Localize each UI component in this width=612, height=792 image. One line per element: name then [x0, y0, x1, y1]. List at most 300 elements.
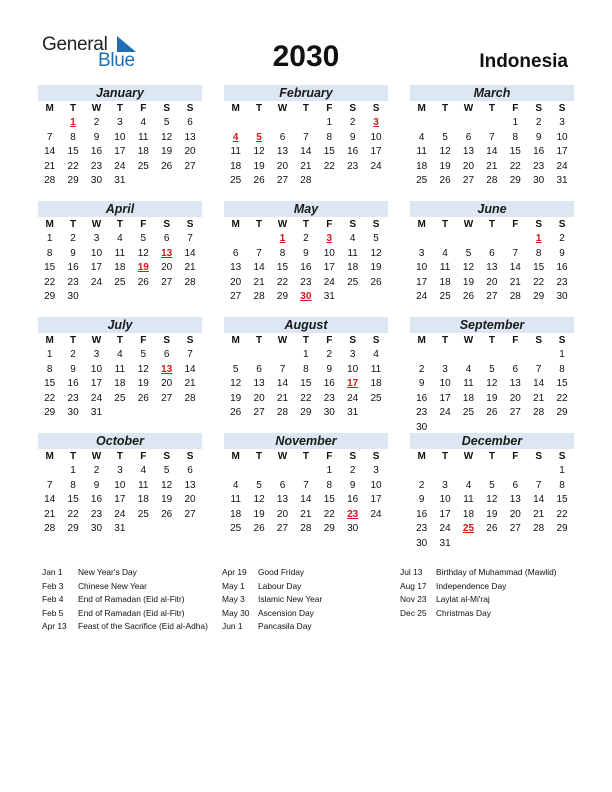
day-cell: 4	[117, 233, 123, 244]
week-row	[410, 392, 574, 407]
day-cell: 3	[418, 247, 425, 259]
holiday-day-cell: 13	[161, 363, 173, 375]
day-cell: 4	[373, 349, 379, 360]
day-cell: 19	[486, 508, 498, 520]
holiday-entry	[222, 593, 322, 607]
weekday-label: T	[442, 451, 449, 462]
day-cell: 8	[559, 363, 565, 375]
week-row	[38, 247, 202, 262]
weekday-label: S	[186, 103, 194, 114]
day-cell: 28	[276, 407, 289, 418]
day-cell: 2	[93, 465, 100, 476]
week-row	[224, 276, 388, 291]
day-cell: 8	[46, 363, 53, 375]
day-cell: 21	[44, 508, 56, 520]
day-cell: 28	[533, 523, 545, 534]
day-cell: 21	[533, 392, 545, 404]
day-cell: 9	[559, 247, 565, 259]
weekday-label: M	[417, 451, 426, 462]
day-cell: 7	[46, 131, 53, 143]
holiday-date: May 1	[222, 580, 245, 591]
day-cell: 21	[300, 160, 312, 172]
day-cell: 10	[323, 247, 335, 259]
day-cell: 21	[184, 262, 196, 273]
day-cell	[132, 174, 155, 189]
day-cell	[294, 116, 317, 131]
day-cell	[178, 522, 201, 537]
day-cell: 7	[303, 131, 309, 143]
day-cell: 25	[347, 276, 359, 288]
day-cell: 3	[442, 479, 448, 491]
holiday-day-cell: 1	[70, 117, 76, 128]
day-cell: 14	[533, 494, 545, 505]
day-cell: 21	[276, 392, 289, 404]
day-cell: 24	[347, 392, 359, 404]
weekday-label: T	[70, 219, 77, 230]
day-cell: 22	[533, 276, 545, 288]
day-cell	[178, 406, 201, 421]
day-cell: 4	[140, 117, 147, 128]
day-cell	[224, 464, 247, 479]
day-cell: 21	[300, 508, 312, 520]
week-row	[410, 116, 574, 131]
weekday-label: M	[231, 219, 240, 230]
day-cell: 30	[416, 421, 428, 433]
day-cell: 16	[533, 146, 545, 157]
holiday-entry	[222, 566, 322, 580]
weekday-label: S	[535, 219, 542, 230]
day-cell: 29	[276, 291, 289, 302]
weekday-label: M	[45, 219, 54, 230]
day-cell: 26	[486, 523, 498, 534]
day-cell: 14	[509, 262, 521, 273]
week-row	[38, 508, 202, 523]
holiday-name: End of Ramadan (Eid al-Fitr)	[78, 607, 185, 618]
day-cell: 10	[439, 378, 451, 389]
day-cell: 5	[442, 131, 448, 143]
day-cell: 8	[326, 479, 333, 491]
holiday-entry	[400, 607, 557, 621]
day-cell: 31	[347, 407, 359, 418]
day-cell: 28	[44, 523, 56, 534]
day-cell: 15	[323, 146, 335, 157]
week-row	[224, 160, 388, 175]
day-cell: 1	[303, 349, 309, 360]
day-cell	[480, 232, 503, 247]
day-cell: 5	[140, 349, 147, 360]
day-cell	[341, 290, 364, 305]
day-cell: 22	[323, 508, 335, 520]
day-cell: 26	[253, 523, 265, 534]
week-row	[224, 493, 388, 508]
day-cell: 2	[349, 465, 356, 476]
weekday-label: S	[163, 451, 170, 462]
day-cell	[224, 232, 247, 247]
week-row	[410, 363, 574, 378]
day-cell: 17	[90, 262, 103, 273]
weekday-label: S	[349, 219, 356, 230]
day-cell: 28	[44, 175, 56, 186]
day-cell: 8	[512, 131, 519, 143]
day-cell	[108, 406, 131, 421]
weekday-label: T	[256, 335, 263, 346]
day-cell: 30	[90, 523, 103, 534]
day-cell: 28	[509, 291, 521, 302]
holiday-name: Independence Day	[436, 580, 507, 591]
month-july	[38, 317, 202, 421]
day-cell: 23	[323, 392, 335, 404]
day-cell: 9	[93, 131, 100, 143]
weekday-label: F	[140, 335, 147, 346]
day-cell: 1	[559, 349, 565, 360]
holiday-entry	[400, 566, 557, 580]
day-cell: 13	[509, 494, 521, 505]
holiday-name: Christmas Day	[436, 607, 491, 618]
day-cell: 19	[462, 276, 475, 288]
day-cell: 15	[556, 494, 568, 505]
week-row	[410, 464, 574, 479]
day-cell: 13	[253, 378, 265, 389]
day-cell: 28	[486, 175, 498, 186]
day-cell: 16	[556, 262, 568, 273]
day-cell: 28	[300, 175, 312, 186]
holiday-day-cell: 13	[161, 247, 173, 259]
day-cell	[410, 348, 433, 363]
month-title: September	[410, 317, 574, 333]
day-cell	[178, 290, 201, 305]
weekday-header-row	[410, 333, 574, 348]
day-cell: 16	[90, 494, 103, 505]
day-cell: 2	[93, 117, 100, 128]
holiday-date: Apr 13	[42, 621, 67, 632]
day-cell	[410, 116, 433, 131]
day-cell: 3	[442, 363, 448, 375]
day-cell: 14	[253, 262, 265, 273]
day-cell: 23	[67, 392, 79, 404]
day-cell	[480, 348, 503, 363]
day-cell: 20	[462, 160, 475, 172]
week-row	[410, 160, 574, 175]
day-cell	[364, 522, 387, 537]
day-cell: 17	[370, 494, 382, 505]
day-cell: 8	[70, 131, 76, 143]
day-cell: 6	[232, 247, 239, 259]
month-title: November	[224, 433, 388, 449]
weekday-label: S	[349, 451, 356, 462]
day-cell: 21	[44, 160, 56, 172]
day-cell: 5	[465, 247, 472, 259]
holiday-column	[222, 566, 322, 634]
day-cell: 1	[559, 465, 565, 476]
holiday-entry	[222, 580, 322, 594]
day-cell: 4	[418, 131, 425, 143]
day-cell: 20	[509, 508, 521, 520]
day-cell: 10	[347, 363, 359, 375]
day-cell: 18	[462, 508, 475, 520]
day-cell: 12	[370, 247, 382, 259]
holiday-entry	[400, 593, 557, 607]
day-cell: 8	[559, 479, 565, 491]
day-cell: 1	[326, 465, 333, 476]
day-cell	[457, 232, 480, 247]
day-cell	[457, 464, 480, 479]
day-cell	[527, 348, 550, 363]
day-cell: 16	[67, 262, 79, 273]
day-cell: 14	[300, 146, 312, 157]
day-cell: 30	[556, 291, 568, 302]
weekday-label: S	[558, 103, 566, 114]
day-cell: 26	[370, 276, 382, 288]
holiday-column	[42, 566, 208, 634]
day-cell: 24	[90, 276, 103, 288]
weekday-label: W	[277, 219, 288, 230]
holiday-name: Labour Day	[258, 580, 302, 591]
day-cell: 15	[276, 262, 289, 273]
week-row	[410, 261, 574, 276]
day-cell: 4	[232, 479, 239, 491]
day-cell: 29	[323, 523, 335, 534]
day-cell: 5	[489, 479, 495, 491]
day-cell: 2	[303, 233, 309, 244]
day-cell: 11	[416, 146, 427, 157]
week-row	[410, 377, 574, 392]
day-cell: 15	[509, 146, 521, 157]
month-february	[224, 85, 388, 189]
day-cell: 23	[416, 523, 428, 534]
day-cell: 24	[370, 160, 382, 172]
day-cell	[504, 348, 527, 363]
day-cell: 12	[161, 479, 173, 491]
day-cell: 28	[184, 276, 196, 288]
day-cell: 20	[486, 276, 498, 288]
day-cell: 8	[535, 247, 542, 259]
day-cell: 10	[416, 262, 428, 273]
day-cell: 23	[90, 508, 103, 520]
day-cell: 20	[184, 146, 196, 157]
day-cell: 19	[439, 160, 451, 172]
weekday-label: S	[372, 451, 380, 462]
month-june	[410, 201, 574, 305]
day-cell: 29	[533, 291, 545, 302]
weekday-label: T	[70, 335, 77, 346]
week-row	[224, 145, 388, 160]
day-cell	[364, 174, 387, 189]
logo-text-blue: Blue	[98, 50, 135, 71]
month-september	[410, 317, 574, 435]
week-row	[38, 493, 202, 508]
week-row	[38, 160, 202, 175]
day-cell: 7	[489, 131, 495, 143]
holiday-date: Jul 13	[400, 567, 423, 577]
weekday-label: S	[163, 219, 170, 230]
day-cell: 3	[349, 349, 356, 360]
day-cell: 23	[533, 160, 545, 172]
week-row	[38, 363, 202, 378]
weekday-label: S	[349, 103, 356, 114]
weekday-label: F	[512, 219, 519, 230]
weekday-label: S	[558, 335, 566, 346]
day-cell: 26	[137, 392, 149, 404]
holiday-date: Jan 1	[42, 567, 63, 577]
weekday-label: T	[116, 335, 123, 346]
day-cell: 18	[114, 262, 126, 273]
day-cell: 29	[67, 175, 79, 186]
page-header	[0, 0, 612, 84]
month-april	[38, 201, 202, 305]
weekday-label: S	[558, 219, 566, 230]
day-cell: 14	[184, 363, 196, 375]
day-cell: 22	[300, 392, 312, 404]
day-cell: 18	[439, 276, 451, 288]
day-cell: 12	[486, 494, 498, 505]
day-cell: 17	[323, 262, 335, 273]
day-cell: 26	[161, 508, 173, 520]
day-cell: 16	[323, 378, 335, 389]
holiday-day-cell: 23	[347, 508, 359, 520]
weekday-header-row	[410, 449, 574, 464]
day-cell: 25	[137, 508, 149, 520]
weekday-label: W	[91, 219, 102, 230]
day-cell: 22	[67, 508, 79, 520]
day-cell: 15	[300, 378, 312, 389]
weekday-label: T	[256, 219, 263, 230]
day-cell: 19	[253, 508, 265, 520]
day-cell: 19	[161, 146, 173, 157]
day-cell	[504, 537, 527, 552]
holiday-date: Feb 3	[42, 580, 64, 591]
day-cell: 27	[161, 392, 173, 404]
day-cell: 14	[533, 378, 545, 389]
day-cell	[433, 348, 456, 363]
day-cell: 26	[230, 407, 242, 418]
weekday-label: T	[442, 219, 449, 230]
day-cell: 6	[256, 363, 262, 375]
day-cell: 27	[486, 291, 498, 302]
day-cell: 10	[556, 131, 568, 143]
day-cell: 3	[93, 233, 100, 244]
holiday-date: Feb 4	[42, 594, 64, 605]
holiday-day-cell: 1	[279, 233, 286, 244]
day-cell: 4	[349, 233, 356, 244]
holiday-date: Feb 5	[42, 607, 64, 618]
day-cell: 5	[163, 117, 170, 128]
day-cell: 19	[230, 392, 242, 404]
week-row	[410, 406, 574, 421]
day-cell: 5	[232, 363, 239, 375]
week-row	[38, 290, 202, 305]
day-cell: 5	[373, 233, 379, 244]
day-cell: 17	[114, 494, 126, 505]
day-cell: 20	[230, 276, 242, 288]
day-cell	[155, 406, 178, 421]
week-row	[38, 116, 202, 131]
day-cell: 15	[556, 378, 568, 389]
day-cell: 4	[442, 247, 448, 259]
day-cell: 9	[303, 247, 309, 259]
day-cell: 18	[137, 494, 149, 505]
day-cell: 16	[90, 146, 103, 157]
day-cell: 6	[163, 349, 170, 360]
day-cell: 11	[230, 146, 241, 157]
weekday-label: S	[186, 335, 194, 346]
day-cell	[38, 464, 61, 479]
day-cell: 29	[509, 175, 521, 186]
day-cell: 27	[184, 160, 196, 172]
day-cell	[480, 537, 503, 552]
day-cell: 4	[465, 479, 472, 491]
day-cell: 15	[67, 146, 79, 157]
day-cell	[433, 464, 456, 479]
weekday-label: S	[186, 219, 194, 230]
week-row	[410, 508, 574, 523]
day-cell: 12	[253, 146, 265, 157]
week-row	[224, 479, 388, 494]
day-cell: 6	[465, 131, 472, 143]
weekday-label: W	[463, 219, 474, 230]
day-cell	[480, 464, 503, 479]
day-cell: 9	[93, 479, 100, 491]
week-row	[38, 406, 202, 421]
holiday-name: Islamic New Year	[258, 594, 323, 605]
day-cell: 29	[300, 407, 312, 418]
weekday-label: T	[256, 103, 263, 114]
weekday-label: T	[116, 103, 123, 114]
holiday-entry	[42, 566, 208, 580]
day-cell: 2	[418, 363, 425, 375]
week-row	[224, 261, 388, 276]
day-cell: 6	[163, 233, 170, 244]
day-cell	[410, 232, 433, 247]
weekday-header-row	[410, 101, 574, 116]
day-cell: 29	[556, 523, 568, 534]
day-cell: 11	[138, 479, 149, 491]
day-cell: 12	[161, 131, 173, 143]
day-cell: 17	[90, 378, 103, 389]
day-cell: 23	[90, 160, 103, 172]
day-cell: 7	[256, 247, 262, 259]
holiday-date: May 30	[222, 607, 250, 618]
day-cell	[271, 116, 294, 131]
holiday-name: Pancasila Day	[258, 621, 312, 632]
day-cell: 13	[509, 378, 521, 389]
day-cell	[294, 464, 317, 479]
weekday-label: F	[512, 103, 519, 114]
weekday-header-row	[224, 217, 388, 232]
day-cell: 10	[439, 494, 451, 505]
day-cell: 14	[300, 494, 312, 505]
day-cell: 28	[300, 523, 312, 534]
weekday-label: W	[277, 335, 288, 346]
holiday-date: May 3	[222, 594, 245, 605]
week-row	[224, 131, 388, 146]
day-cell: 29	[556, 407, 568, 418]
weekday-label: W	[91, 335, 102, 346]
day-cell: 29	[44, 291, 56, 302]
day-cell: 17	[416, 276, 428, 288]
day-cell: 17	[556, 146, 568, 157]
day-cell: 13	[276, 494, 289, 505]
week-row	[38, 392, 202, 407]
day-cell: 7	[535, 479, 542, 491]
day-cell: 19	[161, 494, 173, 505]
holiday-name: Chinese New Year	[78, 580, 147, 591]
holiday-date: Aug 17	[400, 580, 427, 591]
day-cell: 24	[114, 508, 126, 520]
day-cell: 5	[489, 363, 495, 375]
day-cell: 28	[184, 392, 196, 404]
day-cell: 24	[323, 276, 335, 288]
weekday-header-row	[38, 333, 202, 348]
